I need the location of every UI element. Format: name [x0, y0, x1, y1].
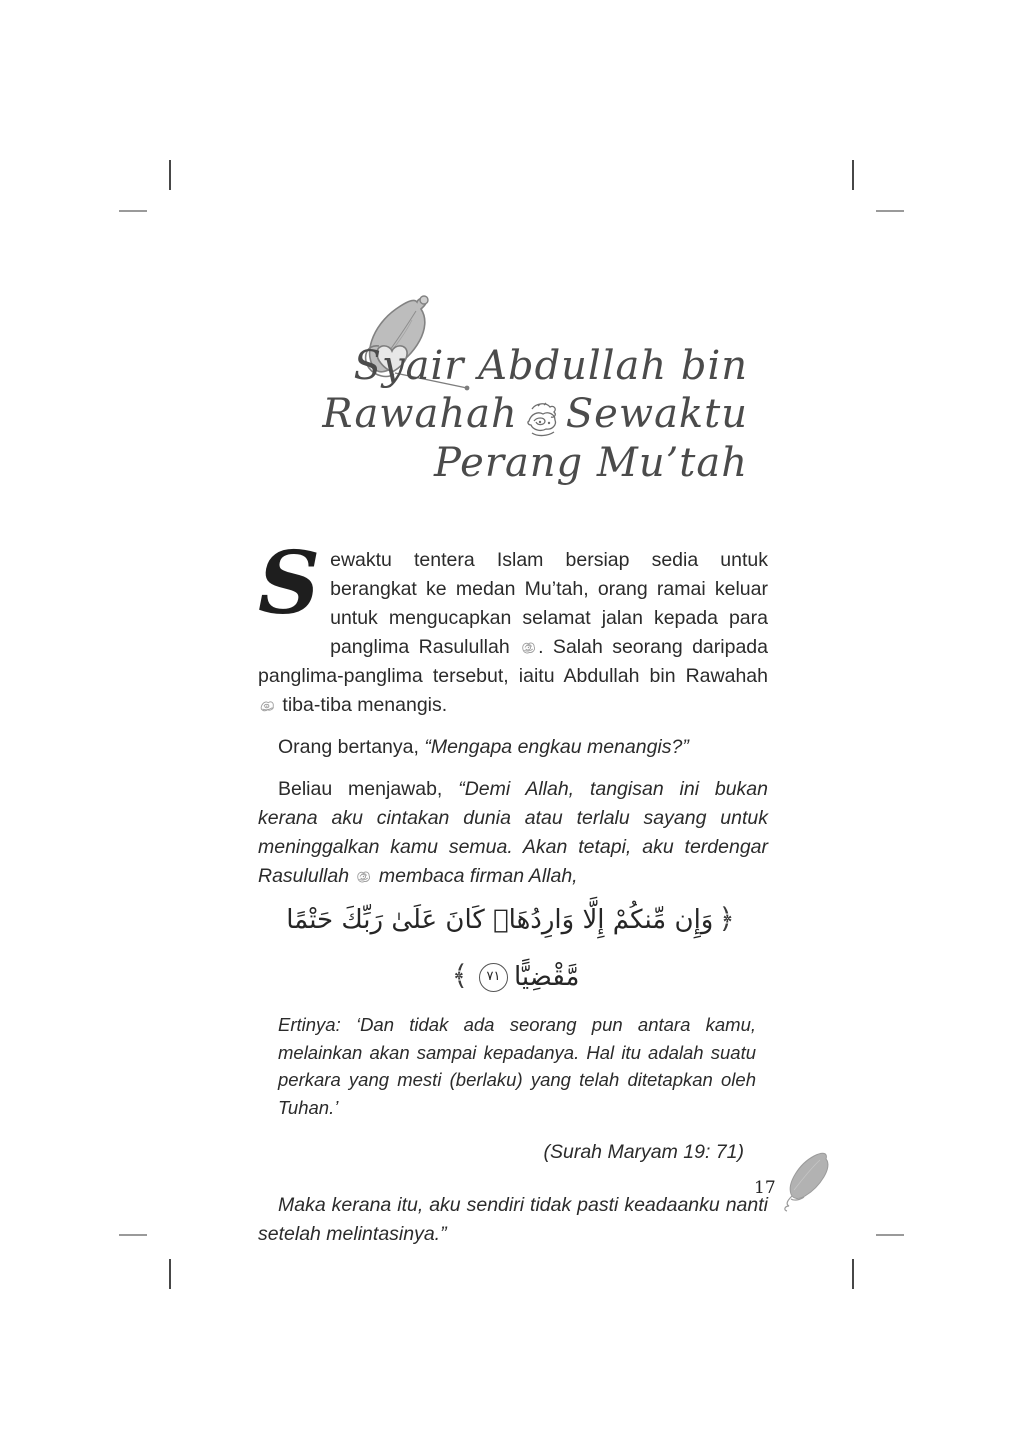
ornate-bracket-close: ﴾: [451, 959, 468, 992]
ornate-bracket-open: ﴿: [718, 902, 735, 935]
chapter-title-line-3: Perang Mu’tah: [434, 440, 748, 486]
page-quill-icon: [778, 1150, 834, 1212]
ayah-number-badge: ٧١: [479, 963, 508, 992]
crop-mark-bottom-left-horizontal: [119, 1234, 147, 1236]
chapter-title-line-2: Rawahah Sewaktu: [322, 391, 748, 437]
paragraph-3: Beliau menjawab, “Demi Allah, tangisan ini bukan kerana aku cintakan dunia atau terlalu sayang untuk meninggalkan kamu semua. Akan tetapi, aku terdengar Rasulullah membaca firman Allah,: [258, 778, 768, 887]
ra-calligraphy-icon: [258, 694, 277, 716]
crop-mark-bottom-right-horizontal: [876, 1234, 904, 1236]
page-footer: [752, 1148, 842, 1214]
crop-mark-bottom-left-vertical: [169, 1259, 171, 1289]
verse-reference: (Surah Maryam 19: 71): [543, 1141, 744, 1163]
ra-calligraphy-large-icon: [524, 390, 560, 439]
crop-mark-bottom-right-vertical: [852, 1259, 854, 1289]
pbuh-calligraphy-icon: [354, 865, 373, 887]
pbuh-calligraphy-icon: [519, 636, 538, 658]
paragraph-4: Maka kerana itu, aku sendiri tidak pasti keadaanku nanti setelah melintasinya.”: [258, 1194, 768, 1245]
crop-mark-top-left-horizontal: [119, 210, 147, 212]
quran-verse-arabic: [258, 891, 768, 1005]
paragraph-2: Orang bertanya, “Mengapa engkau menangis?”: [278, 736, 689, 758]
body-text: [258, 533, 768, 1249]
paragraph-1: Sewaktu tentera Islam bersiap sedia untuk berangkat ke medan Mu’tah, orang ramai keluar untuk mengucapkan selamat jalan kepada para panglima Rasulullah . Salah seorang daripada panglima-panglima tersebut, iaitu Abdullah bin Rawahah tiba-tiba menangis.: [258, 533, 768, 716]
crop-mark-top-right-vertical: [852, 160, 854, 190]
chapter-title-line-1: Syair Abdullah bin: [353, 343, 748, 389]
dropcap-letter: S: [258, 533, 321, 634]
crop-mark-top-right-horizontal: [876, 210, 904, 212]
chapter-title: [238, 342, 748, 487]
page-number: 17: [754, 1178, 776, 1198]
verse-arabic-text: وَإِن مِّنكُمْ إِلَّا وَارِدُهَاۚ كَانَ عَلَىٰ رَبِّكَ حَتْمًا مَّقْضِيًّا: [286, 905, 714, 992]
crop-mark-top-left-vertical: [169, 160, 171, 190]
verse-translation: Ertinya: ‘Dan tidak ada seorang pun antara kamu, melainkan akan sampai kepadanya. Hal itu adalah suatu perkara yang mesti (berlaku) yang telah ditetapkan oleh Tuhan.’: [278, 1014, 756, 1118]
